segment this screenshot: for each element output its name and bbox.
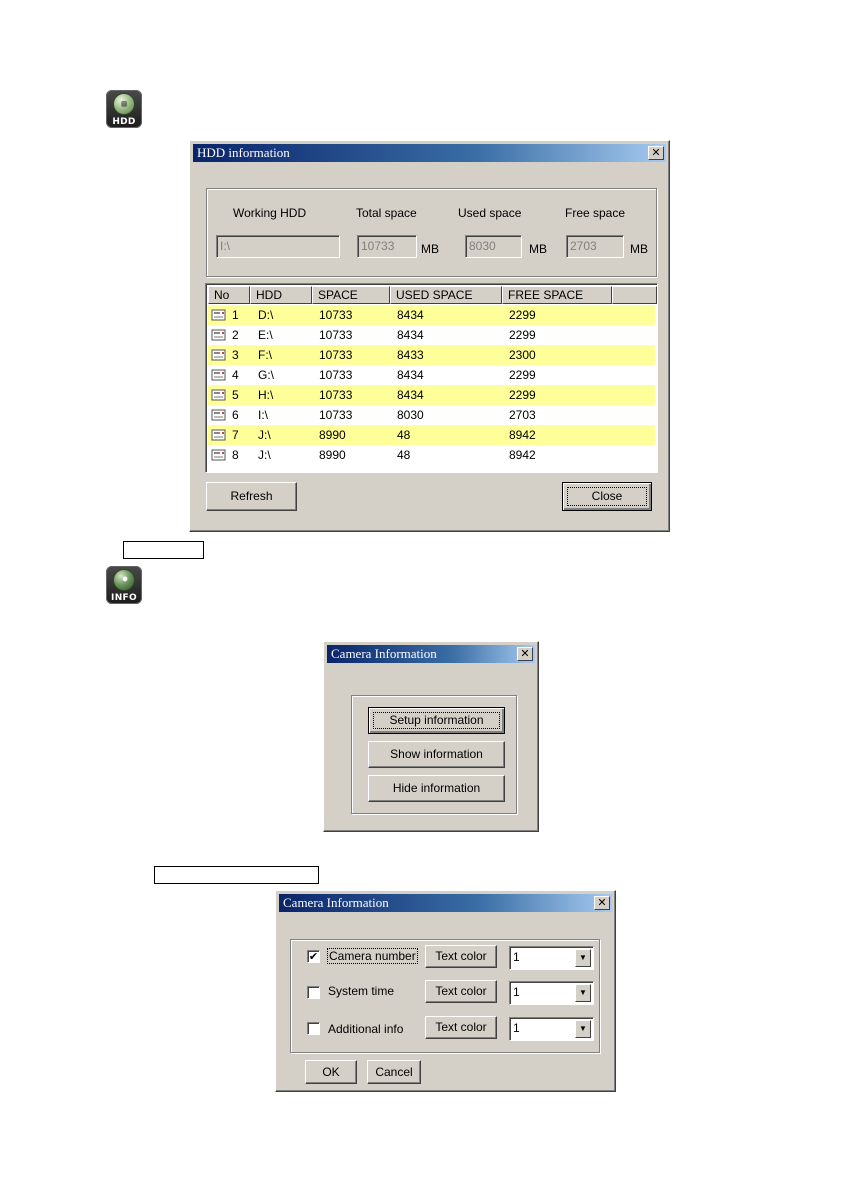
chevron-down-icon[interactable]: ▼ — [575, 949, 591, 967]
camera-menu-title: Camera Information — [331, 646, 437, 661]
cell-hdd: J:\ — [258, 428, 271, 442]
table-row[interactable] — [208, 405, 655, 425]
cell-hdd: J:\ — [258, 448, 271, 462]
cell-no: 8 — [232, 448, 239, 462]
disk-icon — [211, 348, 227, 362]
cell-space: 8990 — [319, 428, 346, 442]
hdd-list-header — [208, 286, 655, 304]
cell-hdd: G:\ — [258, 368, 275, 382]
column-free-space[interactable]: FREE SPACE — [502, 286, 612, 304]
cell-no: 1 — [232, 308, 239, 322]
free-space-field: 2703 — [566, 235, 624, 258]
total-space-unit: MB — [421, 242, 439, 256]
table-row[interactable] — [208, 325, 655, 345]
disk-icon — [211, 368, 227, 382]
ok-button[interactable]: OK — [305, 1060, 357, 1084]
column-hdd[interactable]: HDD — [250, 286, 312, 304]
additional-info-color-select[interactable] — [509, 1017, 594, 1041]
cell-used: 48 — [397, 428, 411, 442]
cell-used: 8434 — [397, 368, 424, 382]
hdd-information-window — [189, 140, 670, 532]
cell-no: 6 — [232, 408, 239, 422]
free-space-unit: MB — [630, 242, 648, 256]
table-row[interactable] — [208, 425, 655, 445]
cell-space: 10733 — [319, 348, 353, 362]
camera-number-checkbox[interactable]: ✔ — [308, 950, 319, 963]
cell-space: 10733 — [319, 368, 353, 382]
cell-no: 4 — [232, 368, 239, 382]
cell-space: 10733 — [319, 408, 353, 422]
table-row[interactable] — [208, 345, 655, 365]
disk-icon — [211, 388, 227, 402]
cell-space: 10733 — [319, 388, 353, 402]
cell-hdd: H:\ — [258, 388, 274, 402]
cell-no: 2 — [232, 328, 239, 342]
cell-free: 2299 — [509, 328, 536, 342]
refresh-button[interactable]: Refresh — [206, 482, 297, 511]
hdd-window-title: HDD information — [197, 145, 290, 160]
working-hdd-field: I:\ — [216, 235, 340, 258]
cell-space: 10733 — [319, 308, 353, 322]
cell-free: 2703 — [509, 408, 536, 422]
cell-space: 10733 — [319, 328, 353, 342]
camera-information-setup-window — [275, 890, 616, 1092]
cell-free: 2300 — [509, 348, 536, 362]
used-space-label: Used space — [458, 206, 522, 220]
cell-free: 2299 — [509, 388, 536, 402]
column-used-space[interactable]: USED SPACE — [390, 286, 502, 304]
column-blank — [612, 286, 657, 304]
working-hdd-label: Working HDD — [233, 206, 307, 220]
cell-used: 8433 — [397, 348, 424, 362]
cell-hdd: E:\ — [258, 328, 273, 342]
chevron-down-icon[interactable]: ▼ — [575, 1020, 591, 1038]
column-no[interactable]: No — [208, 286, 250, 304]
cell-no: 7 — [232, 428, 239, 442]
disk-icon — [211, 408, 227, 422]
cell-used: 8030 — [397, 408, 424, 422]
system-time-label: System time — [328, 984, 395, 998]
table-row[interactable] — [208, 305, 655, 325]
additional-info-text-color-button[interactable]: Text color — [425, 1016, 497, 1039]
camera-setup-close-icon[interactable]: ✕ — [594, 896, 610, 910]
additional-info-label: Additional info — [328, 1022, 404, 1036]
system-time-checkbox[interactable] — [307, 986, 320, 999]
camera-setup-titlebar[interactable] — [279, 894, 612, 912]
camera-number-text-color-button[interactable]: Text color — [425, 945, 497, 968]
disk-icon — [211, 308, 227, 322]
cell-used: 8434 — [397, 308, 424, 322]
close-button[interactable]: Close — [562, 482, 652, 511]
hdd-ball-icon: ▤ — [113, 93, 135, 115]
setup-information-button[interactable]: Setup information — [368, 707, 505, 734]
camera-menu-close-icon[interactable]: ✕ — [517, 647, 533, 661]
system-time-text-color-button[interactable]: Text color — [425, 980, 497, 1003]
used-space-unit: MB — [529, 242, 547, 256]
table-row[interactable] — [208, 385, 655, 405]
caption-box-1 — [123, 541, 204, 559]
total-space-field: 10733 — [357, 235, 417, 258]
info-icon-caption: INFO — [111, 593, 137, 603]
hdd-icon-caption: HDD — [112, 117, 136, 127]
cell-free: 8942 — [509, 428, 536, 442]
free-space-label: Free space — [565, 206, 626, 220]
caption-box-2 — [154, 866, 319, 884]
camera-number-color-select[interactable] — [509, 946, 594, 970]
info-icon[interactable] — [106, 566, 142, 604]
cell-used: 8434 — [397, 328, 424, 342]
disk-icon — [211, 448, 227, 462]
camera-menu-titlebar[interactable] — [327, 645, 535, 663]
hdd-window-close-icon[interactable]: ✕ — [648, 146, 664, 160]
camera-information-menu-window — [323, 641, 539, 832]
cell-hdd: I:\ — [258, 408, 269, 422]
total-space-label: Total space — [356, 206, 417, 220]
table-row[interactable] — [208, 445, 655, 465]
hdd-icon[interactable] — [106, 90, 142, 128]
disk-icon — [211, 428, 227, 442]
cell-used: 8434 — [397, 388, 424, 402]
additional-info-checkbox[interactable] — [307, 1022, 320, 1035]
table-row[interactable] — [208, 365, 655, 385]
info-ball-icon: ● — [113, 569, 135, 591]
additional-info-color-value: 1 — [513, 1021, 520, 1035]
column-space[interactable]: SPACE — [312, 286, 390, 304]
cell-free: 2299 — [509, 308, 536, 322]
cell-free: 2299 — [509, 368, 536, 382]
camera-number-color-value: 1 — [513, 950, 520, 964]
cancel-button[interactable]: Cancel — [367, 1060, 421, 1084]
hdd-list[interactable] — [205, 283, 658, 473]
hide-information-button[interactable]: Hide information — [368, 775, 505, 802]
camera-setup-title: Camera Information — [283, 895, 389, 910]
show-information-button[interactable]: Show information — [368, 741, 505, 768]
chevron-down-icon[interactable]: ▼ — [575, 984, 591, 1002]
cell-hdd: D:\ — [258, 308, 274, 322]
cell-hdd: F:\ — [258, 348, 272, 362]
cell-no: 3 — [232, 348, 239, 362]
cell-free: 8942 — [509, 448, 536, 462]
cell-used: 48 — [397, 448, 411, 462]
cell-no: 5 — [232, 388, 239, 402]
disk-icon — [211, 328, 227, 342]
system-time-color-select[interactable] — [509, 981, 594, 1005]
used-space-field: 8030 — [465, 235, 522, 258]
working-hdd-group — [206, 188, 657, 277]
camera-number-label: Camera number — [329, 949, 416, 963]
system-time-color-value: 1 — [513, 985, 520, 999]
cell-space: 8990 — [319, 448, 346, 462]
hdd-window-titlebar[interactable] — [193, 144, 666, 162]
